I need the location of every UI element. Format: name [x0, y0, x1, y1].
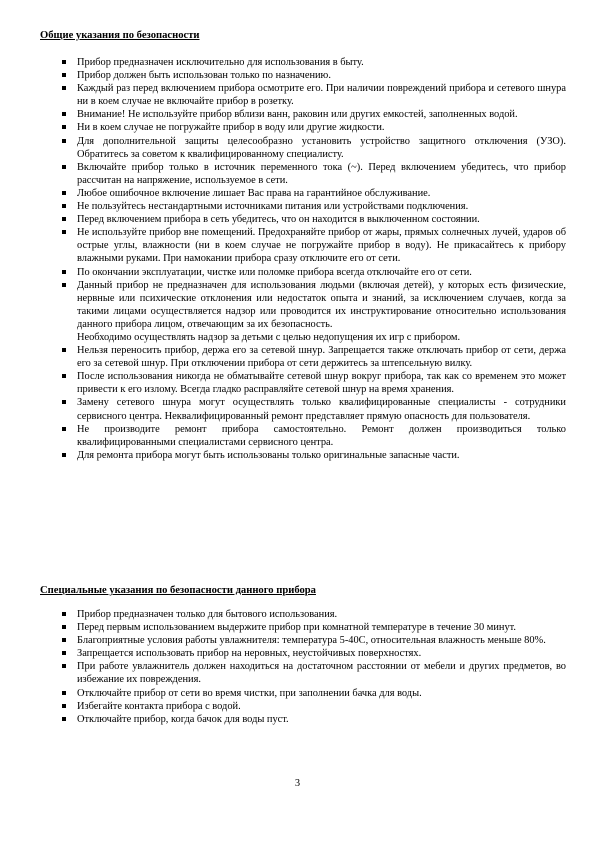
bullet-icon	[62, 691, 66, 695]
list-item-text: Для дополнительной защиты целесообразно установить устройство защитного отключения (УЗО). Обратитесь за советом к квалифицированному специалисту.	[77, 135, 566, 160]
list-item-text: Каждый раз перед включением прибора осмотрите его. При наличии повреждений прибора и сетевого шнура ни в коем случае не включайте прибор в розетку.	[77, 83, 566, 108]
section-heading-general-safety: Общие указания по безопасности	[40, 30, 200, 41]
list-item-text: Ни в коем случае не погружайте прибор в воду или другие жидкости.	[77, 122, 385, 134]
bullet-icon	[62, 230, 66, 234]
bullet-icon	[62, 400, 66, 404]
bullet-icon	[62, 612, 66, 616]
list-item	[0, 687, 595, 700]
list-item	[0, 200, 595, 213]
general-safety-list	[0, 56, 595, 462]
list-item	[0, 69, 595, 82]
list-item-text: Для ремонта прибора могут быть использованы только оригинальные запасные части.	[77, 449, 460, 461]
list-item-text: Замену сетевого шнура могут осуществлять только квалифицированные специалисты - сотрудники сервисного центра. Неквалифицированный ремонт представляет прямую опасность для пользователя.	[77, 397, 566, 422]
list-item	[0, 370, 595, 396]
list-item	[0, 108, 595, 121]
list-item-text: Не производите ремонт прибора самостоятельно. Ремонт должен производиться только квалифицированными специалистами сервисного центра.	[77, 423, 566, 448]
bullet-icon	[62, 139, 66, 143]
list-item	[0, 279, 595, 344]
list-item	[0, 608, 595, 621]
list-item	[0, 161, 595, 187]
page-number: 3	[294, 778, 301, 789]
list-item	[0, 56, 595, 69]
list-item	[0, 423, 595, 449]
special-safety-list	[0, 608, 595, 726]
bullet-icon	[62, 651, 66, 655]
bullet-icon	[62, 638, 66, 642]
bullet-icon	[62, 217, 66, 221]
list-item	[0, 634, 595, 647]
bullet-icon	[62, 191, 66, 195]
bullet-icon	[62, 165, 66, 169]
bullet-icon	[62, 204, 66, 208]
bullet-icon	[62, 60, 66, 64]
list-item-text: Запрещается использовать прибор на неровных, неустойчивых поверхностях.	[77, 648, 422, 660]
bullet-icon	[62, 453, 66, 457]
list-item	[0, 396, 595, 422]
list-item-text: Внимание! Не используйте прибор вблизи ванн, раковин или других емкостей, заполненных водой.	[77, 109, 518, 121]
list-item	[0, 213, 595, 226]
list-item-text: Не пользуйтесь нестандартными источниками питания или устройствами подключения.	[77, 201, 469, 213]
bullet-icon	[62, 112, 66, 116]
list-item-text: Избегайте контакта прибора с водой.	[77, 700, 241, 712]
list-item-text: При работе увлажнитель должен находиться на достаточном расстоянии от мебели и других предметов, во избежание их повреждения.	[77, 661, 566, 686]
list-item-text: Прибор предназначен только для бытового использования.	[77, 609, 338, 620]
list-item	[0, 82, 595, 108]
list-item-text: Не используйте прибор вне помещений. Предохраняйте прибор от жары, прямых солнечных лучей, ударов об острые углы, влажности (ни в коем случае не погружайте прибор в воду). Не прикасайтесь к прибору влажными руками. При намокании прибора сразу отключите его от сети.	[77, 227, 566, 265]
list-item-text: Отключайте прибор от сети во время чистки, при заполнении бачка для воды.	[77, 687, 422, 699]
bullet-icon	[62, 427, 66, 431]
list-item-text: Любое ошибочное включение лишает Вас права на гарантийное обслуживание.	[77, 187, 431, 199]
list-item-text: Перед включением прибора в сеть убедитесь, что он находится в выключенном состоянии.	[77, 214, 480, 226]
list-item	[0, 135, 595, 161]
list-item-text: Прибор предназначен исключительно для использования в быту.	[77, 57, 364, 68]
bullet-icon	[62, 270, 66, 274]
bullet-icon	[62, 348, 66, 352]
bullet-icon	[62, 664, 66, 668]
bullet-icon	[62, 86, 66, 90]
list-item-note: Необходимо осуществлять надзор за детьми с целью недопущения их игр с прибором.	[77, 331, 461, 343]
list-item-text: По окончании эксплуатации, чистке или поломке прибора всегда отключайте его от сети.	[77, 266, 472, 278]
list-item	[0, 647, 595, 660]
bullet-icon	[62, 73, 66, 77]
bullet-icon	[62, 625, 66, 629]
list-item-text: Включайте прибор только в источник переменного тока (~). Перед включением убедитесь, что прибор рассчитан на напряжение, используемое в сети.	[77, 161, 566, 186]
list-item	[0, 660, 595, 686]
list-item	[0, 449, 595, 462]
list-item	[0, 700, 595, 713]
list-item-text: Благоприятные условия работы увлажнителя: температура 5-40С, относительная влажность меньше 80%.	[77, 635, 546, 647]
list-item	[0, 266, 595, 279]
bullet-icon	[62, 283, 66, 287]
list-item-text: Прибор должен быть использован только по назначению.	[77, 70, 331, 82]
bullet-icon	[62, 717, 66, 721]
list-item-text: Отключайте прибор, когда бачок для воды пуст.	[77, 713, 289, 725]
list-item	[0, 621, 595, 634]
section-heading-special-safety: Специальные указания по безопасности данного прибора	[40, 585, 316, 596]
bullet-icon	[62, 125, 66, 129]
list-item	[0, 121, 595, 134]
list-item	[0, 226, 595, 265]
list-item	[0, 187, 595, 200]
list-item	[0, 713, 595, 726]
bullet-icon	[62, 374, 66, 378]
list-item	[0, 344, 595, 370]
list-item-text: Данный прибор не предназначен для использования людьми (включая детей), у которых есть физические, нервные или психические отклонения или недостаток опыта и знаний, за исключением случаев, когда за такими лицами осуществляется надзор или проводится их инструктирование относительно использования данного прибора лицом, отвечающим за их безопасность.	[77, 279, 566, 330]
list-item-text: Перед первым использованием выдержите прибор при комнатной температуре в течение 30 минут.	[77, 622, 517, 634]
bullet-icon	[62, 704, 66, 708]
list-item-text: Нельзя переносить прибор, держа его за сетевой шнур. Запрещается также отключать прибор от сети, держа его за сетевой шнур. При отключении прибора от сети держитесь за штепсельную вилку.	[77, 345, 566, 370]
list-item-text: После использования никогда не обматывайте сетевой шнур вокруг прибора, так как со временем это может привести к его излому. Всегда гладко расправляйте сетевой шнур на время хранения.	[77, 371, 566, 396]
